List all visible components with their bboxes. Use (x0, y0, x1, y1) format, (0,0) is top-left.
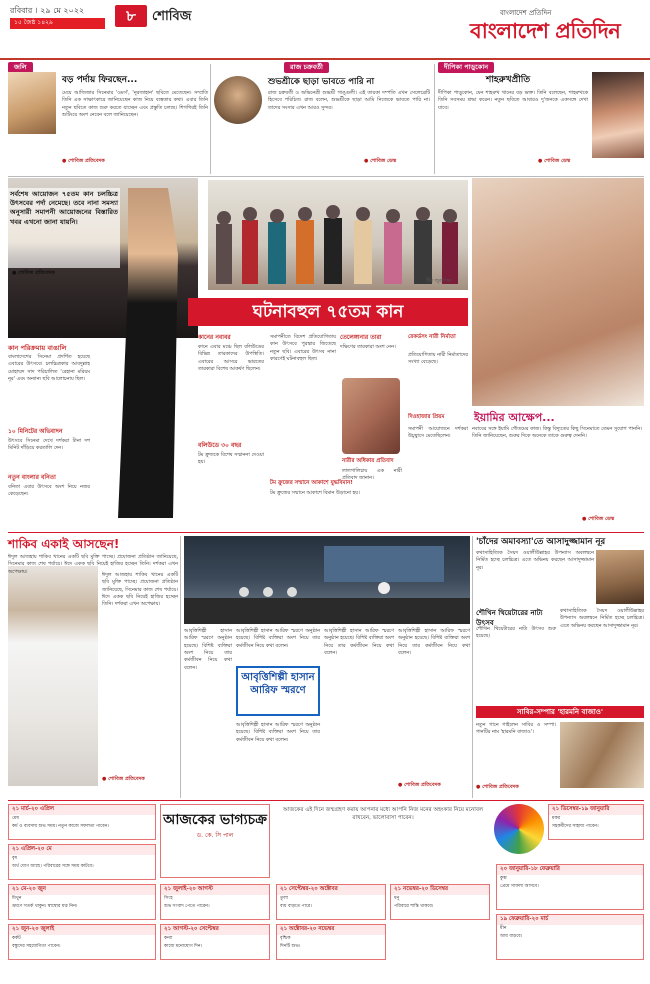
sign-dates: ২১ আগস্ট-২০ সেপ্টেম্বর (161, 925, 269, 935)
story-byline: ● শোবিজ প্রতিবেদক (476, 784, 519, 790)
cannes-body: প্রতিযোগিতায় নারী নির্মাতাদের সংখ্যা বেড়েছে। (408, 352, 468, 366)
sign-box (390, 884, 490, 920)
story-body: আবৃত্তিশিল্পী হাসান আরিফ স্মরণে অনুষ্ঠান হয়েছে। বিশিষ্ট ব্যক্তিরা অংশ নিয়ে তার কর্মজীবন নিয়ে কথা বলেন। (236, 722, 320, 743)
divider (8, 532, 644, 533)
hasan-caption-box: আবৃত্তিশিল্পী হাসান আরিফ স্মরণে (236, 666, 320, 716)
sign-name: মীন (500, 925, 507, 931)
photo-hasan-event (184, 536, 470, 624)
story-body: ঈদুল আজহায় শাকিব খানের একটি ছবি মুক্তি পাচ্ছে। প্রযোজনা প্রতিষ্ঠান জানিয়েছে, সিনেমার কাজ শেষ পর্যায়ে। ঈদে একক ছবি নিয়েই হাজির হচ্ছেন তিনি। দর্শকরা এখন অপেক্ষায়। (102, 572, 178, 608)
cannes-body: টম ক্রুজকে বিশেষ সম্মাননা দেওয়া হয়। (198, 452, 264, 466)
story-body: কথাসাহিত্যিক সৈয়দ ওয়ালীউল্লাহর উপন্যাস অবলম্বনে নির্মিত হচ্ছে চলচ্চিত্র। এতে অভিনয় করছেন আসাদুজ্জামান নূর। (476, 550, 594, 571)
sign-dates: ২১ অক্টোবর-২০ নভেম্বর (277, 925, 385, 935)
story-body: দীপিকা পাড়ুকোন, যেন শাহরুখ খানের বড় ভক্ত। তিনি বলেছেন, শাহরুখকে তিনি সবসময় শ্রদ্ধা করেন। নতুন ছবিতে আবারও দু'জনকে একসঙ্গে দেখা যাবে। (438, 90, 588, 111)
cannes-subhead: নারীর অধিকার প্রতিবাদ (342, 458, 394, 464)
story-body: মেয়ে আজিজার সিনেমার 'ওমর্স', 'নূরজাহান' ছবিতে মেতেছেন। সম্প্রতি তিনি এক সাক্ষাৎকারে জানিয়েছেন কাজ নিয়ে ব্যস্ততার কথা। এবার তিনি নতুন ছবিতে কাজ শুরু করতে যাচ্ছেন এবং প্রস্তুতি চলছে। শিগগিরই তিনি শুটিংয়ে অংশ নেবেন বলে জানিয়েছেন। (62, 90, 208, 119)
sign-name: বৃশ্চিক (280, 935, 291, 941)
cannes-body: দক্ষিণের তারকারা অংশ নেন। (340, 344, 396, 350)
horoscope-title: আজকের ভাগ্যচক্র (163, 812, 267, 828)
page-number: ৮ (115, 5, 147, 27)
sign-box (8, 884, 156, 920)
story-body: শৌখিন থিয়েটারের নাট্য উৎসব শুরু হয়েছে। (476, 626, 556, 640)
sign-dates: ২১ নভেম্বর-২০ ডিসেম্বর (391, 885, 489, 895)
story-byline: ● শোবিজ প্রতিবেদক (102, 776, 145, 782)
photo-deepika (592, 72, 644, 158)
sign-box (276, 884, 386, 920)
divider (8, 176, 644, 177)
sign-name: কর্কট (12, 935, 21, 941)
sign-box (496, 914, 644, 960)
story-body: আবৃত্তিশিল্পী হাসান আরিফ স্মরণে অনুষ্ঠান হয়েছে। বিশিষ্ট ব্যক্তিরা অংশ নিয়ে তার কর্মজীবন নিয়ে কথা বলেন। (398, 628, 470, 657)
story-tag: জলি (8, 62, 33, 73)
story-body: আবৃত্তিশিল্পী হাসান আরিফ স্মরণে অনুষ্ঠান হয়েছে। বিশিষ্ট ব্যক্তিরা অংশ নিয়ে তার কর্মজীবন নিয়ে কথা বলেন। (324, 628, 394, 657)
story-headline: ইয়ামির আক্ষেপ... (474, 411, 555, 424)
sign-box (8, 804, 156, 840)
logo-top: বাংলাদেশ প্রতিদিন (500, 9, 552, 17)
photo-sabir-sampa (560, 722, 644, 788)
sign-text: সহকর্মীদের সাহায্য পাবেন। (552, 824, 599, 830)
sign-dates: ২১ ডিসেম্বর-১৯ জানুয়ারি (549, 805, 643, 815)
section-title: শোবিজ (152, 9, 192, 24)
sign-text: শুভ সংবাদ পেতে পারেন। (164, 904, 210, 910)
sign-text: ব্যয় বাড়তে পারে। (280, 904, 312, 910)
sign-name: তুলা (280, 895, 289, 901)
story-body: আবৃত্তিশিল্পী হাসান আরিফ স্মরণে অনুষ্ঠান হয়েছে। বিশিষ্ট ব্যক্তিরা অংশ নিয়ে তার কর্মজীবন নিয়ে কথা বলেন। (184, 628, 232, 671)
photo-yami (472, 178, 644, 406)
sign-text: পরিবারে শান্তি থাকবে। (394, 904, 434, 910)
sign-name: মেষ (12, 815, 19, 821)
cannes-body: বাংলাদেশের সিনেমা প্রদর্শিত হয়েছে এবারের উৎসবে। চলচ্চিত্রকার আবদুল্লাহ মোহাম্মদ সাদ পরিচালিত 'রেহানা মরিয়ম নূর' এবং অন্যান্য ছবি আলোচনায় ছিল। (8, 354, 90, 383)
date-line: রবিবার । ২৯ মে ২০২২ (10, 6, 85, 15)
story-headline: শাহরুখপ্রীতি (486, 75, 531, 85)
cannes-body: উৎসবে সিনেমা দেখে দর্শকরা টানা দশ মিনিট দাঁড়িয়ে করতালি দেন। (8, 438, 90, 452)
sign-dates: ২০ জানুয়ারি-১৮ ফেব্রুয়ারি (497, 865, 643, 875)
story-body: কথাসাহিত্যিক সৈয়দ ওয়ালীউল্লাহর উপন্যাস অবলম্বনে নির্মিত হচ্ছে চলচ্চিত্র। এতে অভিনয় করছেন আসাদুজ্জামান নূর। (560, 608, 644, 629)
cannes-subhead: রেকর্ডসং নারী নির্মাতা (408, 334, 456, 340)
sign-name: কন্যা (164, 935, 173, 941)
sign-text: কাজে মনোযোগ দিন। (164, 944, 203, 950)
story-tag: রাজ চক্রবর্তী (284, 62, 329, 73)
horoscope-intro: আজকের এই দিনে জন্মগ্রহণ করায় আপনার মধ্যে আপনি নিজ মনের অহংকার নিয়ে মনোবল রাখবেন, ভালোবাসা পাবেন। (283, 807, 483, 822)
story-byline: ● শোবিজ ডেস্ক (582, 516, 615, 522)
photo-cannes-group (208, 180, 468, 290)
sign-dates: ২১ মার্চ-২০ এপ্রিল (9, 805, 155, 815)
cannes-subhead: টম ক্রুজের সম্মানে আকাশে যুদ্ধবিমান! (270, 480, 353, 486)
cannes-body: টম ক্রুজের সম্মানে আকাশে বিমান উড়ানো হয়। (270, 490, 360, 496)
sign-dates: ১৯ ফেব্রুয়ারি-২০ মার্চ (497, 915, 643, 925)
sign-dates: ২১ এপ্রিল-২০ মে (9, 845, 155, 855)
cannes-subhead: কানের নবাবর (198, 334, 231, 341)
sign-dates: ২১ সেপ্টেম্বর-২০ অক্টোবর (277, 885, 385, 895)
masthead (0, 0, 650, 60)
story-byline: ● শোবিজ প্রতিবেদক (62, 158, 105, 164)
story-headline: শাকিব একাই আসছেন! (8, 537, 120, 551)
divider (8, 800, 644, 801)
sign-dates: ২১ মে-২০ জুন (9, 885, 155, 895)
divider (210, 64, 211, 174)
horoscope-section (8, 804, 644, 980)
photo-shakib (8, 566, 98, 786)
cannes-body: সমাপনী আয়োজনে দর্শকরা উচ্ছ্বাসে মেতেছিলেন। (408, 426, 468, 440)
sabir-headline: সাবির-সম্পার 'হারমনি বাজাও' (476, 706, 644, 718)
story-hasan-arif (184, 536, 470, 798)
photo-joly (8, 72, 56, 134)
sign-text: অর্থ যোগ আছে। পরিবারের সঙ্গে সময় কাটবে। (12, 864, 94, 870)
divider (434, 64, 435, 174)
newspaper-logo: বাংলাদেশ প্রতিদিন (470, 18, 621, 43)
story-body-lead: ঈদুল আজহায় শাকিব খানের একটি ছবি মুক্তি পাচ্ছে। প্রযোজনা প্রতিষ্ঠান জানিয়েছে, সিনেমার কাজ শেষ পর্যায়ে। ঈদে একক ছবি নিয়েই হাজির হচ্ছেন তিনি। দর্শকরা এখন অপেক্ষায়। (8, 554, 178, 575)
story-body: রাজ চক্রবর্তী ও অভিনেত্রী শুভশ্রী গাঙ্গুলী। এই তারকা দম্পতি এখন সেলেব্রেটি হিসেবে পরিচিত। রাজ বলেন, শুভশ্রীকে ছাড়া আমি নিজেকে ভাবতে পারি না। তাদের সংসার এখন আরও সুন্দর। (268, 90, 430, 111)
sign-text: ভ্রমণে সতর্ক থাকুন। স্বাস্থ্যের যত্ন নিন। (12, 904, 78, 910)
cannes-intro: সর্বশেষ আয়োজন ৭৫তম কান চলচ্চিত্র উৎসবের পর্দা নেমেছে। তবে নানা সমস্যা অনুসারী সমাপনী আয়োজনের বিস্তারিত খবর এখনো জানা যায়নি। (8, 188, 120, 268)
cannes-subhead: দিওহাজার প্রিয়ম (408, 414, 445, 420)
story-asaduzzaman (476, 536, 644, 798)
palme-dor-photo (342, 378, 400, 454)
zodiac-wheel-icon (494, 804, 544, 854)
story-joly (8, 62, 208, 172)
sign-box (160, 884, 270, 920)
cannes-subhead: ১০ মিনিটের অভিবাদন (8, 428, 63, 435)
sign-box (496, 864, 644, 910)
story-body: নতুন গানে গাইলেন সাবির ও সম্পা। গানটির নাম 'হারমনি বাজাও'। (476, 722, 556, 736)
story-headline: শুভশ্রীকে ছাড়া ভাবতে পারি না (268, 77, 375, 87)
cannes-subhead: বলিউডে ৩০ বছর (198, 442, 242, 449)
cannes-body: লালগালিচায় এক নারী প্রতিবাদ জানান। (342, 468, 402, 482)
sign-name: সিংহ (164, 895, 173, 901)
sign-box (548, 804, 644, 840)
date-line-bangla: ১৫ জৈষ্ঠ ১৪২৯ (10, 18, 105, 29)
cannes-body: কানে এবার মঞ্চে ছিল বলিউডের বিভিন্ন তারকাদের উপস্থিতি। এবারের আসরে ভারতের তারকারা বিশেষ আকর্ষণ ছিলেন। (198, 344, 264, 373)
sign-text: প্রেমে সাফল্য আসবে। (500, 884, 539, 890)
cannes-title: ঘটনাবহুল ৭৫তম কান (188, 298, 468, 326)
divider (472, 536, 473, 798)
sign-name: কুম্ভ (500, 875, 507, 881)
divider (180, 536, 181, 798)
story-headline: 'চাঁদের অমাবস্যা'তে আসাদুজ্জামান নূর (476, 537, 606, 547)
story-yami (472, 178, 644, 528)
group-silhouettes (208, 180, 468, 290)
sign-box (276, 924, 386, 960)
story-headline: বড় পর্দায় ফিরছেন... (62, 75, 138, 85)
photo-asaduzzaman (596, 550, 644, 604)
cannes-subhead: নতুন বাংলার বনিতা (8, 474, 56, 481)
sign-box (160, 924, 270, 960)
sign-box (8, 924, 156, 960)
sign-dates: ২১ জুন-২০ জুলাই (9, 925, 155, 935)
sign-name: মিথুন (12, 895, 22, 901)
sign-text: বন্ধুদের সহযোগিতা পাবেন। (12, 944, 61, 950)
horoscope-author: ড. কে. সি পাল (196, 832, 234, 840)
story-body: নবাবের সঙ্গে ইয়ামি গৌতমের কাজ। কিন্তু বিদ্যুতের কিছু সিনেমাতে তেমন সুযোগ পাননি। তিনি জানিয়েছেন, শুরুর দিকে অনেকে তাকে গুরুত্ব দেননি। (472, 426, 642, 440)
story-byline: ● শোবিজ প্রতিবেদক (398, 782, 441, 788)
sign-text: কর্ম ও ব্যবসায় শুভ সময়। নতুন কাজে সফলতা পাবেন। (12, 824, 109, 830)
cannes-subhead: কান পরিক্রমায় বাঙালি (8, 344, 67, 352)
sign-text: দিনটি শুভ। (280, 944, 301, 950)
story-shakib (8, 536, 178, 796)
sign-name: বৃষ (12, 855, 17, 861)
subhead-theatre: শৌখিন থিয়েটারের নাট্য উৎসব (476, 609, 543, 628)
photo-raj (214, 76, 262, 124)
sign-box (8, 844, 156, 880)
cannes-body-mid: সমাপনীতে বিদেশ প্রতিযোগিতায় কান উৎসবে পুরস্কার জিতেছে নতুন ছবি। এবারের উৎসব নানা কারণেই ঘটনাবহুল ছিল। (270, 334, 336, 363)
sign-name: মকর (552, 815, 561, 821)
sign-dates: ২১ জুলাই-২০ আগস্ট (161, 885, 269, 895)
story-tag: দীপিকা পাড়ুকোন (438, 62, 494, 73)
story-deepika (438, 62, 644, 172)
cannes-subhead: তেলেঙ্গানার তারা (340, 334, 382, 341)
story-byline: ● শোবিজ ডেস্ক (364, 158, 397, 164)
sign-name: ধনু (394, 895, 400, 901)
story-body: আবৃত্তিশিল্পী হাসান আরিফ স্মরণে অনুষ্ঠান হয়েছে। বিশিষ্ট ব্যক্তিরা অংশ নিয়ে তার কর্মজীবন নিয়ে কথা বলেন। (236, 628, 320, 649)
cannes-intro-byline: ● শোবিজ প্রতিবেদক (12, 270, 55, 276)
cannes-feature (8, 178, 468, 528)
cannes-body: বনিতা এবার উৎসবে অংশ নিয়ে নজর কেড়েছেন। (8, 484, 90, 498)
story-raj (214, 62, 432, 172)
event-stage (184, 536, 470, 624)
photo-caption: টিম জুরাসিক (426, 278, 452, 284)
horoscope-title-box (160, 804, 270, 878)
sign-text: আয় বাড়বে। (500, 934, 523, 940)
story-byline: ● শোবিজ ডেস্ক (538, 158, 571, 164)
